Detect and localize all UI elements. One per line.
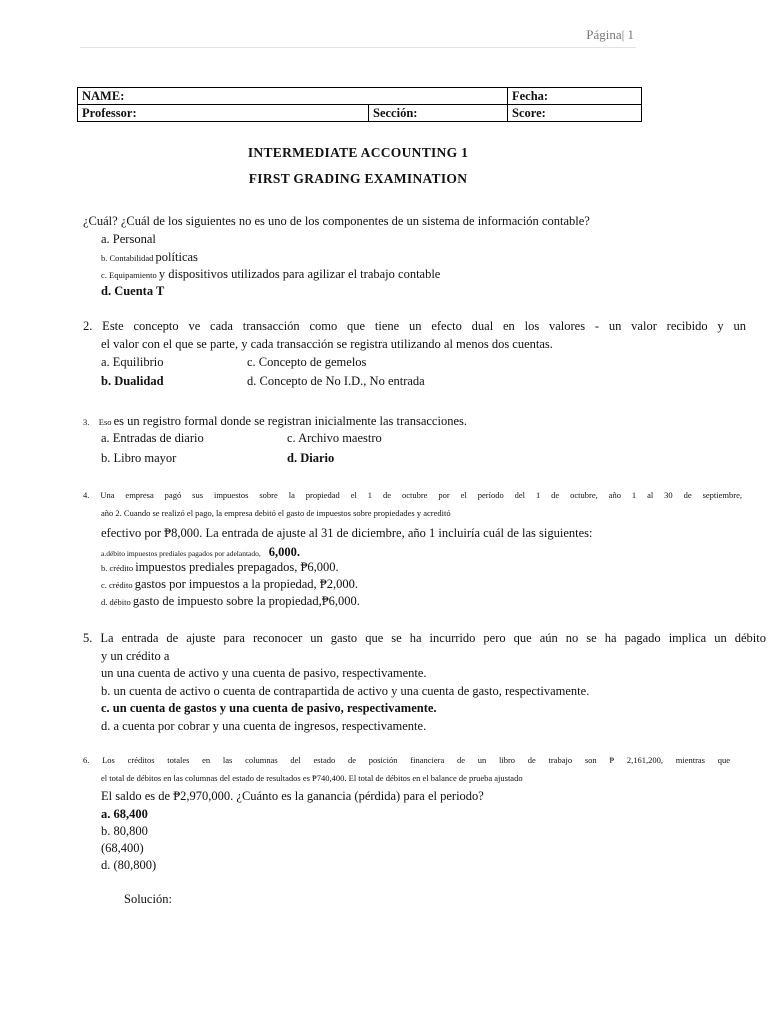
q5-option-d: d. a cuenta por cobrar y una cuenta de ingresos, respectivamente. xyxy=(101,719,427,733)
q3-stem xyxy=(83,414,467,429)
q6-solution-label: Solución: xyxy=(124,892,172,906)
q1-option-b-prefix: b. Contabilidad xyxy=(101,253,156,263)
name-cell: NAME: xyxy=(78,88,508,105)
q4-option-a-text: a.débito impuestos prediales pagados por adelantado, xyxy=(101,549,261,558)
q6-option-b: b. 80,800 xyxy=(101,824,148,838)
q4-option-c-prefix: c. crédito xyxy=(101,580,135,590)
q1-stem: ¿Cuál? ¿Cuál de los siguientes no es uno de los componentes de un sistema de información contable? xyxy=(83,214,590,228)
header-rule xyxy=(80,47,636,48)
q4-option-c xyxy=(101,577,358,592)
q6-stem-line3: El saldo es de ₱2,970,000. ¿Cuánto es la ganancia (pérdida) para el periodo? xyxy=(101,789,484,803)
q5-option-c: c. un cuenta de gastos y una cuenta de pasivo, respectivamente. xyxy=(101,701,437,715)
q4-option-b-prefix: b. crédito xyxy=(101,563,136,573)
fecha-cell: Fecha: xyxy=(508,88,642,105)
q1-option-c-prefix: c. Equipamiento xyxy=(101,270,159,280)
q1-option-a: a. Personal xyxy=(101,232,156,246)
q6-option-d: d. (80,800) xyxy=(101,858,157,872)
q4-option-c-text: gastos por impuestos a la propiedad, ₱2,000. xyxy=(134,577,358,591)
professor-cell: Professor: xyxy=(78,105,369,122)
q4-option-d-text: gasto de impuesto sobre la propiedad,₱6,000. xyxy=(132,594,360,608)
q4-option-b-text: impuestos prediales prepagados, ₱6,000. xyxy=(135,560,339,574)
q3-option-d: d. Diario xyxy=(287,451,335,465)
q4-stem-line3: efectivo por ₱8,000. La entrada de ajuste al 31 de diciembre, año 1 incluiría cuál de las siguientes: xyxy=(101,526,593,540)
seccion-cell: Sección: xyxy=(369,105,508,122)
q3-option-b: b. Libro mayor xyxy=(101,451,177,465)
student-info-table xyxy=(77,87,642,122)
q1-option-c-text: y dispositivos utilizados para agilizar el trabajo contable xyxy=(158,267,441,281)
q3-stem-small: Eso xyxy=(98,417,114,427)
q2-option-a: a. Equilibrio xyxy=(101,355,164,369)
q5-option-a: un una cuenta de activo y una cuenta de pasivo, respectivamente. xyxy=(101,666,427,680)
exam-course-title: INTERMEDIATE ACCOUNTING 1 xyxy=(247,145,469,160)
q3-option-c: c. Archivo maestro xyxy=(287,431,382,445)
q5-stem-line1: 5. La entrada de ajuste para reconocer un gasto que se ha incurrido pero que aún no se ha pagado implica un débito xyxy=(83,631,766,645)
q4-stem-line1: 4. Una empresa pagó sus impuestos sobre la propiedad el 1 de octubre por el período del 1 de octubre, año 1 al 30 de septiembre, xyxy=(83,490,742,500)
q1-option-b xyxy=(101,250,198,265)
q6-stem-line2: el total de débitos en las columnas del estado de resultados es ₱740,400. El total de débitos en el balance de prueba ajustado xyxy=(101,773,523,783)
q6-stem-line1: 6. Los créditos totales en las columnas del estado de posición financiera de un libro de trabajo son ₱ 2,161,200, mientras que xyxy=(83,755,730,765)
q5-option-b: b. un cuenta de activo o cuenta de contrapartida de activo y una cuenta de gasto, respectivamente. xyxy=(101,684,590,698)
q4-option-a xyxy=(101,543,300,561)
q5-stem-line2: y un crédito a xyxy=(101,649,170,663)
score-cell: Score: xyxy=(508,105,642,122)
q6-option-c: (68,400) xyxy=(101,841,144,855)
q3-option-a: a. Entradas de diario xyxy=(101,431,204,445)
q3-number: 3. xyxy=(83,417,90,427)
q2-option-d: d. Concepto de No I.D., No entrada xyxy=(247,374,425,388)
exam-title: FIRST GRADING EXAMINATION xyxy=(248,171,468,186)
q1-option-b-text: políticas xyxy=(155,250,198,264)
page-number: Página| 1 xyxy=(586,27,634,42)
q2-option-c: c. Concepto de gemelos xyxy=(247,355,367,369)
q4-option-b xyxy=(101,560,339,575)
q6-option-a: a. 68,400 xyxy=(101,807,148,821)
q4-option-d-prefix: d. débito xyxy=(101,597,133,607)
q2-option-b: b. Dualidad xyxy=(101,374,164,388)
q2-stem-line2: el valor con el que se parte, y cada transacción se registra utilizando al menos dos cuentas. xyxy=(101,337,553,351)
q4-option-a-value: 6,000. xyxy=(268,545,300,559)
q4-option-d xyxy=(101,594,360,609)
q2-stem-line1: 2. Este concepto ve cada transacción como que tiene un efecto dual en los valores - un valor recibido y un xyxy=(83,319,746,333)
q4-stem-line2: año 2. Cuando se realizó el pago, la empresa debitó el gasto de impuestos sobre propiedades y acreditó xyxy=(101,508,451,518)
q1-option-d: d. Cuenta T xyxy=(101,284,165,298)
q3-stem-text: es un registro formal donde se registran inicialmente las transacciones. xyxy=(113,414,467,428)
q1-option-c xyxy=(101,267,440,282)
